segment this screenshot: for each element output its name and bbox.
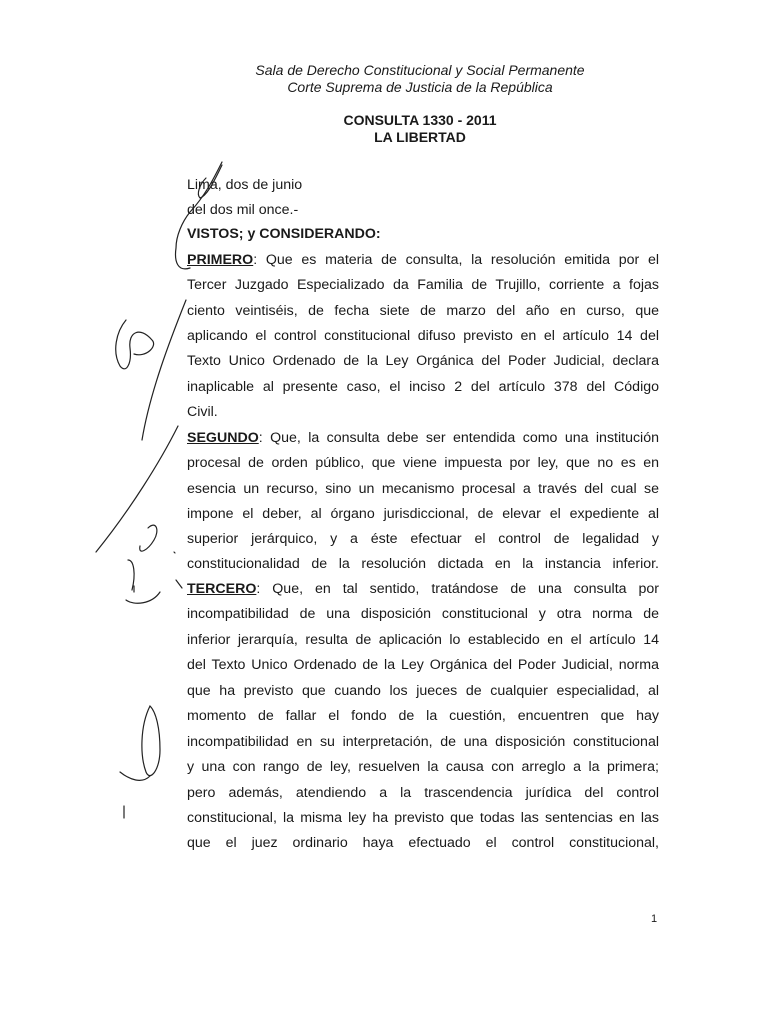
tercero-line-10: constitucional, la misma ley ha previsto que todas las sentencias en las bbox=[187, 810, 659, 826]
segundo-line-6: constitucionalidad de la resolución dictada en la instancia inferior. bbox=[187, 556, 659, 572]
date-line-2: del dos mil once.- bbox=[187, 202, 299, 218]
primero-text-1: : Que es materia de consulta, la resolución emitida por el bbox=[253, 252, 659, 268]
primero-line-2: Tercer Juzgado Especializado da Familia de Trujillo, corriente a fojas bbox=[187, 277, 659, 293]
signature-tail bbox=[126, 592, 160, 603]
tercero-text-1: : Que, en tal sentido, tratándose de una consulta por bbox=[256, 581, 659, 597]
signature-line-long bbox=[142, 300, 186, 440]
tercero-line-8: y una con rango de ley, resuelven la causa con arreglo a la primera; bbox=[187, 759, 659, 775]
page-number: 1 bbox=[651, 913, 658, 925]
tercero-line-7: incompatibilidad en su interpretación, de una disposición constitucional bbox=[187, 734, 659, 750]
tercero-line-3: inferior jerarquía, resulta de aplicación lo establecido en el artículo 14 bbox=[187, 632, 659, 648]
signature-mark-left bbox=[116, 320, 154, 369]
signature-loop-lower bbox=[142, 706, 160, 776]
vistos-heading: VISTOS; y CONSIDERANDO: bbox=[187, 226, 381, 242]
tercero-line-6: momento de fallar el fondo de la cuestión, encuentren que hay bbox=[187, 708, 659, 724]
tercero-label: TERCERO bbox=[187, 581, 257, 597]
signature-tick-lower bbox=[120, 772, 150, 780]
tercero-line-2: incompatibilidad de una disposición constitucional y otra norma de bbox=[187, 606, 659, 622]
primero-line-7: Civil. bbox=[187, 404, 218, 420]
segundo-line-1 bbox=[187, 429, 659, 447]
primero-line-6: inaplicable al presente caso, el inciso 2 del artículo 378 del Código bbox=[187, 379, 659, 395]
primero-line-1 bbox=[187, 251, 659, 269]
court-chamber-name: Sala de Derecho Constitucional y Social Permanente bbox=[255, 62, 585, 78]
segundo-line-5: superior jerárquico, y a éste efectuar el control de legalidad y bbox=[187, 531, 659, 547]
segundo-line-2: procesal de orden público, que viene impuesta por ley, que no es en bbox=[187, 455, 659, 471]
margin-dot bbox=[174, 552, 175, 553]
primero-line-3: ciento veintiséis, de fecha siete de marzo del año en curso, que bbox=[187, 303, 659, 319]
tercero-line-9: pero además, atendiendo a la trascendencia jurídica del control bbox=[187, 785, 659, 801]
signature-diagonal bbox=[96, 426, 178, 552]
tercero-line-11: que el juez ordinario haya efectuado el control constitucional, bbox=[187, 835, 659, 851]
segundo-line-4: impone el deber, al órgano jurisdiccional, de elevar el expediente al bbox=[187, 506, 659, 522]
bracket-tercero bbox=[176, 580, 182, 588]
primero-line-4: aplicando el control constitucional difuso previsto en el artículo 14 del bbox=[187, 328, 659, 344]
court-name: Corte Suprema de Justicia de la República bbox=[287, 79, 553, 95]
segundo-line-3: esencia un recurso, sino un mecanismo procesal a través del cual se bbox=[187, 481, 659, 497]
tercero-line-4: del Texto Unico Ordenado de la Ley Orgánica del Poder Judicial, norma bbox=[187, 657, 659, 673]
date-line-1: Lima, dos de junio bbox=[187, 177, 303, 193]
tercero-line-1 bbox=[187, 580, 659, 598]
primero-line-5: Texto Unico Ordenado de la Ley Orgánica del Poder Judicial, declara bbox=[187, 353, 659, 369]
case-number: CONSULTA 1330 - 2011 bbox=[343, 112, 497, 128]
segundo-text-1: : Que, la consulta debe ser entendida como una institución bbox=[258, 430, 659, 446]
tercero-line-5: que ha previsto que cuando los jueces de cualquier especialidad, al bbox=[187, 683, 659, 699]
segundo-label: SEGUNDO bbox=[187, 430, 259, 446]
primero-label: PRIMERO bbox=[187, 252, 254, 268]
signature-curve bbox=[128, 560, 134, 590]
signature-hook bbox=[140, 525, 157, 551]
case-location: LA LIBERTAD bbox=[374, 129, 466, 145]
